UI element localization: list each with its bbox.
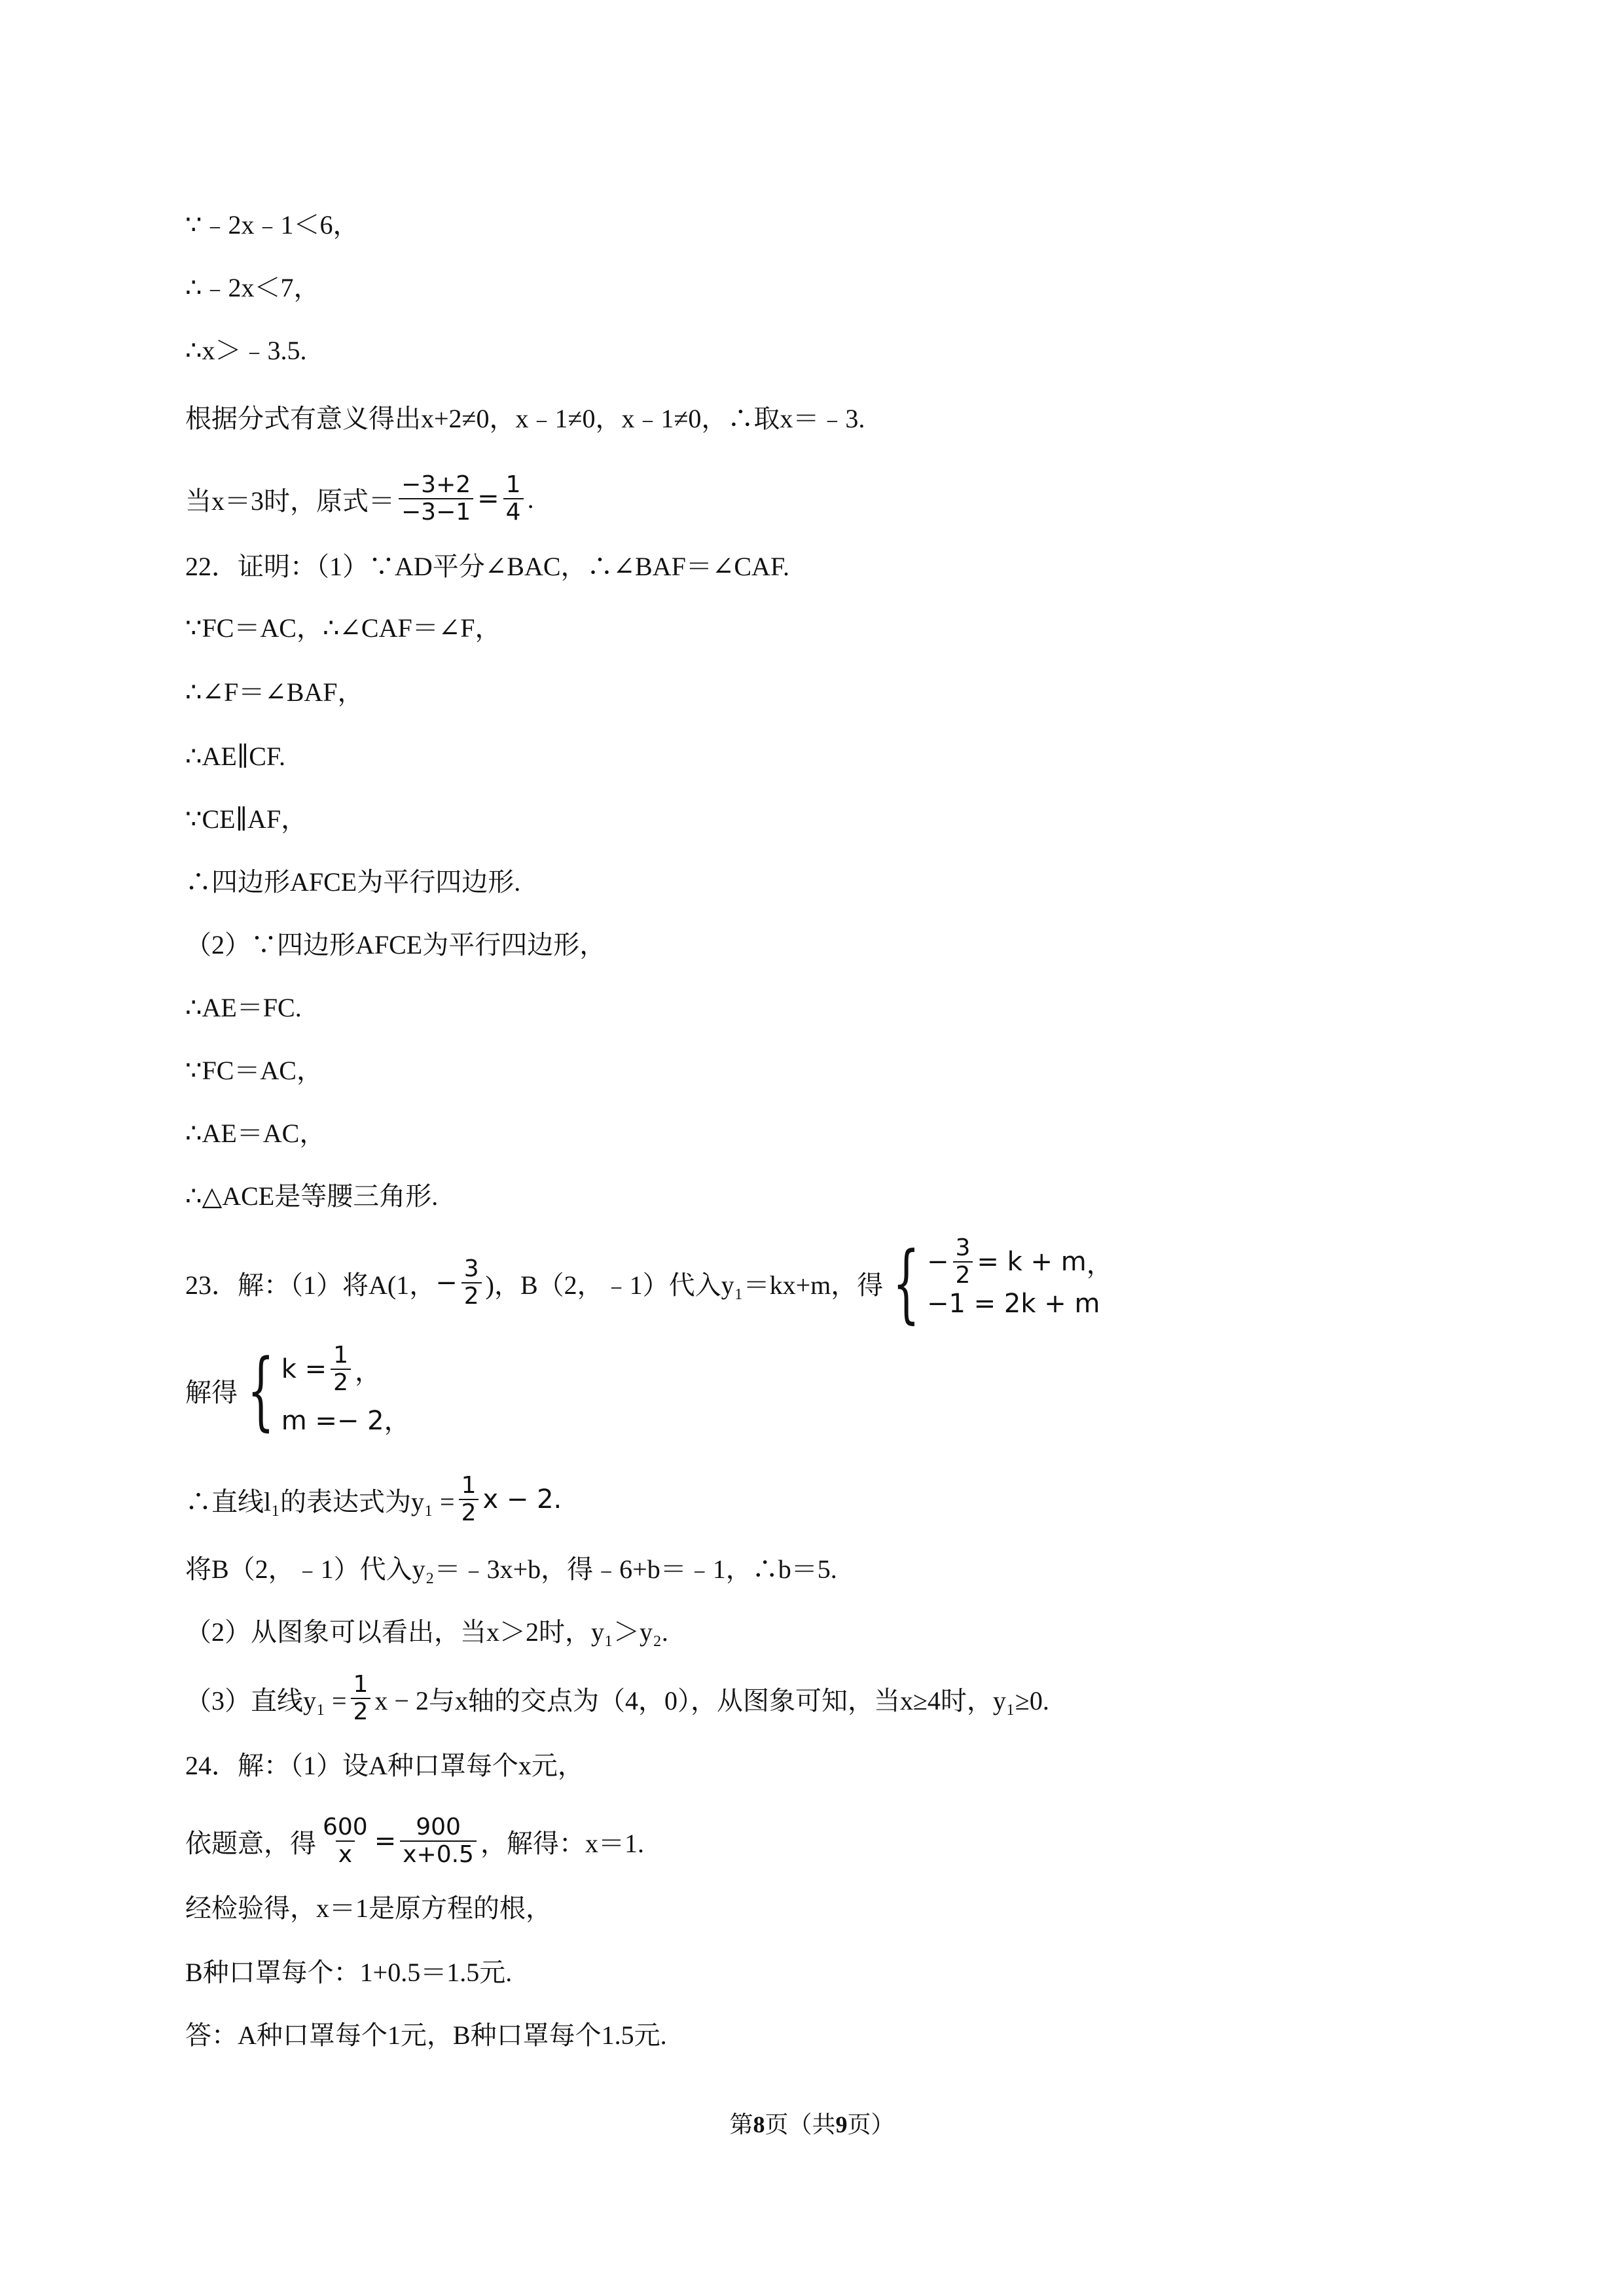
- text-line: ∴△ACE是等腰三角形.: [185, 1181, 439, 1211]
- equation-line: [185, 458, 534, 539]
- text-line: 22．证明：（1）∵AD平分∠BAC，∴∠BAF＝∠CAF.: [185, 552, 789, 581]
- denominator: −3−1: [399, 498, 473, 526]
- fraction: [400, 1814, 477, 1868]
- system-row: [281, 1397, 410, 1439]
- fraction: [331, 1342, 351, 1396]
- fraction: [459, 1473, 479, 1526]
- equation-system: [281, 1341, 410, 1439]
- numerator: 1: [353, 1671, 369, 1698]
- text-line: 24．解：（1）设A种口罩每个x元，: [185, 1751, 584, 1780]
- equation-line: [185, 1463, 562, 1535]
- footer-text: 页）: [847, 2111, 895, 2138]
- numerator: 1: [333, 1342, 349, 1369]
- fraction: [953, 1235, 973, 1289]
- text-line: 经检验得，x＝1是原方程的根，: [185, 1893, 552, 1923]
- equation-line: [185, 1234, 1113, 1331]
- equation-text: = k + m: [977, 1247, 1087, 1277]
- equals-sign: =: [477, 484, 499, 514]
- denominator: 2: [461, 1282, 482, 1310]
- text-line: ∵CE∥AF，: [185, 804, 308, 834]
- denominator: x+0.5: [400, 1840, 477, 1868]
- text-line: ∴∠F＝∠BAF，: [185, 677, 364, 707]
- text-line: ∴AE＝AC，: [185, 1119, 326, 1148]
- text-line: ∵FC＝AC，∴∠CAF＝∠F，: [185, 613, 501, 643]
- equation-line: [185, 1803, 644, 1880]
- text: 当x＝3时，原式＝: [185, 486, 395, 516]
- numerator: 900: [416, 1814, 461, 1840]
- system-row: [927, 1283, 1113, 1325]
- text: ∴直线l₁的表达式为y₁ =: [185, 1486, 455, 1516]
- text: x − 2与x轴的交点为（4，0），从图象可知，当x≥4时，y₁≥0.: [374, 1685, 1049, 1715]
- text: .: [527, 484, 534, 514]
- denominator: x: [336, 1840, 355, 1868]
- text-line: 将B（2，﹣1）代入y₂＝﹣3x+b，得﹣6+b＝﹣1，∴b＝5.: [185, 1554, 837, 1584]
- text-line: （2）∵四边形AFCE为平行四边形，: [185, 930, 606, 960]
- equation-line: [185, 1662, 1049, 1734]
- text-line: 答：A种口罩每个1元，B种口罩每个1.5元.: [185, 2020, 667, 2050]
- fraction: [461, 1256, 482, 1310]
- equation-system: [926, 1234, 1113, 1325]
- text-line: ∴﹣2x＜7，: [185, 273, 320, 302]
- text-line: ∴四边形AFCE为平行四边形.: [185, 867, 521, 897]
- text: )，B（2，﹣1）代入y₁＝kx+m，得: [485, 1270, 884, 1300]
- text-line: （2）从图象可以看出，当x＞2时，y₁＞y₂.: [185, 1617, 668, 1647]
- numerator: −3+2: [401, 471, 471, 498]
- minus-sign: −: [926, 1247, 949, 1277]
- left-brace: {: [247, 1340, 275, 1440]
- text: ，: [1086, 1249, 1113, 1279]
- equation-text: m =− 2，: [281, 1405, 410, 1436]
- text-line: ∴AE∥CF.: [185, 742, 285, 771]
- page-footer: [0, 2106, 1624, 2140]
- fraction: [351, 1672, 371, 1725]
- denominator: 2: [459, 1499, 479, 1526]
- minus-sign: −: [435, 1268, 458, 1298]
- equation-text: x − 2.: [482, 1484, 562, 1515]
- text-line: ∴x＞﹣3.5.: [185, 336, 307, 365]
- text-line: ∵﹣2x﹣1＜6，: [185, 210, 359, 240]
- denominator: 2: [331, 1369, 351, 1396]
- footer-text: 页（共: [765, 2111, 836, 2138]
- left-brace: {: [892, 1233, 920, 1333]
- footer-text: 第: [729, 2111, 753, 2138]
- equals-sign: =: [374, 1826, 397, 1856]
- fraction: [503, 472, 524, 526]
- text: ，解得：x＝1.: [480, 1828, 644, 1858]
- numerator: 1: [461, 1472, 477, 1499]
- text-line: ∵FC＝AC，: [185, 1056, 323, 1085]
- text-line: 根据分式有意义得出x+2≠0，x﹣1≠0，x﹣1≠0，∴取x＝﹣3.: [185, 404, 865, 433]
- equation-text: −1 = 2k + m: [926, 1289, 1100, 1319]
- denominator: 2: [953, 1261, 973, 1289]
- system-row: [281, 1341, 410, 1397]
- text: （3）直线y₁ =: [185, 1685, 347, 1715]
- text: 依题意，得: [185, 1828, 316, 1858]
- equation-text: k =: [281, 1354, 327, 1384]
- text: 解得: [185, 1377, 238, 1407]
- numerator: 3: [955, 1234, 971, 1261]
- text: ，: [355, 1356, 382, 1387]
- text-line: B种口罩每个：1+0.5＝1.5元.: [185, 1958, 513, 1987]
- fraction: [399, 472, 473, 526]
- denominator: 2: [351, 1698, 371, 1725]
- text-line: ∴AE＝FC.: [185, 993, 302, 1022]
- equation-line: [185, 1338, 410, 1443]
- system-row: [926, 1234, 1113, 1289]
- numerator: 3: [463, 1255, 479, 1282]
- numerator: 600: [323, 1814, 368, 1840]
- total-pages: 9: [835, 2111, 848, 2138]
- denominator: 4: [503, 498, 524, 526]
- page-number: 8: [753, 2111, 765, 2138]
- fraction: [320, 1814, 370, 1868]
- text: 23．解：（1）将A(1，: [185, 1270, 436, 1300]
- numerator: 1: [505, 471, 521, 498]
